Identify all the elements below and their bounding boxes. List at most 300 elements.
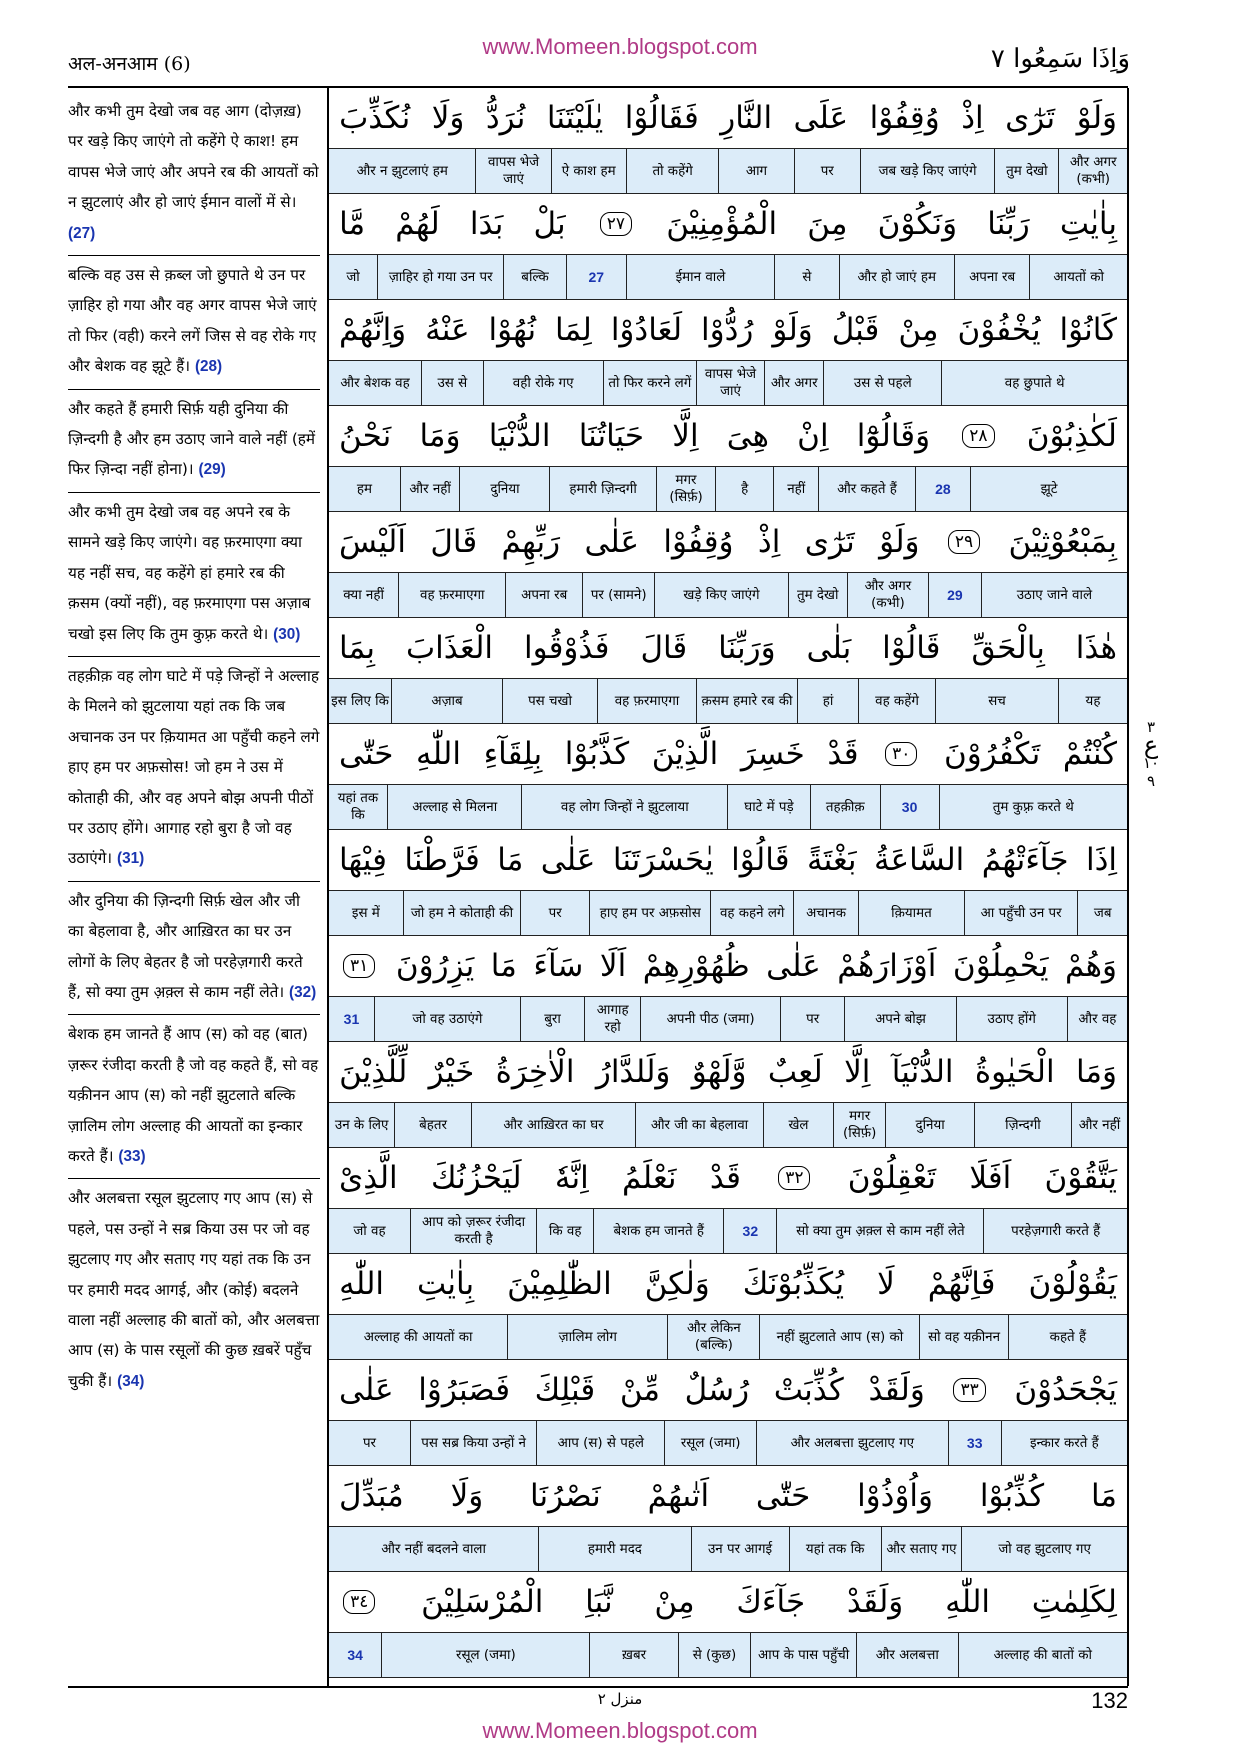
- ayah-marker: ٣١: [343, 954, 375, 978]
- arabic-word: قَالُوْا: [731, 842, 790, 878]
- gloss-cell: वह कहने लगे: [710, 891, 793, 935]
- arabic-word: نَعْلَمُ: [622, 1160, 677, 1196]
- arabic-line: [329, 1572, 1127, 1632]
- gloss-cell: हमारी ज़िन्दगी: [549, 467, 655, 511]
- gloss-cell: कि वह: [536, 1209, 593, 1253]
- arabic-line: [329, 618, 1127, 678]
- gloss-cell: और कहते हैं: [818, 467, 914, 511]
- arabic-word: الْمُرْسَلِيْنَ: [421, 1584, 544, 1620]
- translation-text: और अलबत्ता रसूल झुटलाए गए आप (स) से पहले, पस उन्हों ने सब्र किया उस पर जो वह झुटलाए गए और सताए गए यहां तक कि उन पर हमारी मदद आगई, और (कोई) बदलने वाला नहीं अल्लाह की बातों को, और अलबत्ता आप (स) के पास रसूलों की कुछ ख़बरें पहुँच चुकी हैं।: [68, 1189, 320, 1390]
- gloss-cell: बल्कि: [503, 255, 565, 299]
- arabic-word: وَلٰكِنَّ: [644, 1266, 710, 1302]
- arabic-word: بَغْتَةً: [806, 842, 857, 878]
- gloss-cell: वापस भेजे जाएं: [475, 149, 550, 193]
- ayah-marker: ٣٢: [778, 1166, 810, 1190]
- arabic-word: قَدْ: [827, 736, 859, 772]
- ruku-top: ٣: [1146, 718, 1156, 736]
- translation-text: और कभी तुम देखो जब वह आग (दोज़ख़) पर खड़े किए जाएंगे तो कहेंगे ऐ काश! हम वापस भेजे जाएं और अपने रब की आयतों को न झुटलाएं और हो जाएं ईमान वालों में से।: [68, 102, 319, 212]
- gloss-cell: से: [774, 255, 839, 299]
- gloss-cell: यहां तक कि: [789, 1527, 881, 1571]
- gloss-row: [329, 678, 1127, 724]
- translation-text: बल्कि वह उस से क़ब्ल जो छुपाते थे उन पर ज़ाहिर हो गया और वह अगर वापस भेजे जाएं तो फिर (वही) करने लगें जिस से वह रोके गए और बेशक वह झूटे हैं।: [68, 266, 317, 376]
- arabic-word: فَصَبَرُوْا: [418, 1372, 511, 1408]
- gloss-cell: उन पर आगई: [691, 1527, 789, 1571]
- arabic-word: لِّلَّذِيْنَ: [339, 1054, 408, 1090]
- gloss-cell: तुम कुफ़्र करते थे: [939, 785, 1127, 829]
- gloss-cell: और अलबत्ता: [856, 1633, 958, 1677]
- header-url[interactable]: www.Momeen.blogspot.com: [482, 34, 758, 59]
- arabic-word: اَتٰىهُمْ: [647, 1478, 710, 1514]
- arabic-word: عَلٰى: [584, 524, 640, 560]
- gloss-cell: है: [715, 467, 773, 511]
- gloss-cell: और लेकिन (बल्कि): [667, 1315, 759, 1359]
- gloss-cell: और नहीं: [1071, 1103, 1127, 1147]
- arabic-word: حَتّٰى: [339, 736, 394, 772]
- gloss-cell: तो कहेंगे: [626, 149, 719, 193]
- gloss-cell: घाटे में पड़े: [727, 785, 810, 829]
- verse-number-cell: 27: [566, 255, 626, 299]
- arabic-word: النَّارِ: [720, 100, 773, 136]
- arabic-word: نَحْنُ: [339, 418, 392, 454]
- arabic-word: كَانُوْا: [1059, 312, 1117, 348]
- arabic-word: بَلْ: [533, 206, 566, 242]
- arabic-word: يٰحَسْرَتَنَا: [612, 842, 714, 878]
- gloss-cell: आग: [718, 149, 793, 193]
- arabic-word: كَذَّبُوْا: [564, 736, 630, 772]
- gloss-cell: क्या नहीं: [343, 587, 384, 603]
- verse-number-cell: 32: [723, 1209, 776, 1253]
- arabic-word: قَالَ: [430, 524, 478, 560]
- gloss-cell: उठाए होंगे: [956, 997, 1067, 1041]
- gloss-row: [329, 1314, 1127, 1360]
- gloss-row: [329, 1208, 1127, 1254]
- arabic-word: وَرَبِّنَا: [718, 630, 776, 666]
- arabic-word: لَعَادُوْا: [610, 312, 683, 348]
- gloss-cell: और सताए गए: [881, 1527, 962, 1571]
- arabic-word: اِلَّا: [844, 1054, 871, 1090]
- arabic-word: مُبَدِّلَ: [339, 1478, 404, 1514]
- arabic-word: بِاٰيٰتِ: [1059, 206, 1117, 242]
- arabic-word: بَلٰى: [806, 630, 852, 666]
- word-by-word-table: [327, 88, 1129, 1686]
- arabic-word: نُكَذِّبَ: [339, 100, 411, 136]
- gloss-cell: वही रोके गए: [483, 361, 603, 405]
- gloss-row: [329, 996, 1127, 1042]
- arabic-word: وَلَوْ: [772, 312, 813, 348]
- arabic-word: مِنْ: [898, 312, 939, 348]
- arabic-word: اِلَّا: [672, 418, 699, 454]
- arabic-word: الَّذِيْنَ: [651, 736, 719, 772]
- verse-number: (30): [273, 625, 301, 643]
- gloss-cell: अल्लाह की आयतों का: [363, 1329, 473, 1345]
- gloss-cell: आगाह रहो: [584, 997, 640, 1041]
- gloss-cell: उस से: [421, 361, 482, 405]
- arabic-word: وُقِفُوْا: [663, 524, 734, 560]
- arabic-word: تَكْفُرُوْنَ: [944, 736, 1041, 772]
- arabic-word: الْمُؤْمِنِيْنَ: [666, 206, 778, 242]
- gloss-cell: दुनिया: [459, 467, 549, 511]
- arabic-word: اِنْ: [797, 418, 829, 454]
- gloss-cell: जो हम ने कोताही की: [403, 891, 520, 935]
- ayah-marker: ٢٧: [600, 212, 632, 236]
- arabic-word: الْاٰخِرَةُ: [495, 1054, 575, 1090]
- arabic-word: يُكَذِّبُوْنَكَ: [742, 1266, 845, 1302]
- arabic-word: لِمَا: [555, 312, 592, 348]
- arabic-word: نَصْرُنَا: [530, 1478, 601, 1514]
- verse-number: (34): [117, 1372, 145, 1390]
- verse-number-cell: 34: [347, 1646, 363, 1663]
- gloss-cell: तहक़ीक़: [810, 785, 880, 829]
- arabic-word: فَقَالُوْا: [624, 100, 699, 136]
- arabic-word: مَا: [1090, 1478, 1117, 1514]
- arabic-word: تَرٰٓى: [804, 524, 855, 560]
- arabic-word: نُهُوْا: [488, 312, 537, 348]
- gloss-cell: पर: [794, 149, 860, 193]
- ruku-marker: [1136, 718, 1166, 790]
- gloss-cell: से (कुछ): [678, 1633, 751, 1677]
- verse-number: (33): [118, 1148, 146, 1165]
- arabic-word: وَاِنَّهُمْ: [339, 312, 407, 348]
- translation-text: और कहते हैं हमारी सिर्फ़ यही दुनिया की ज़िन्दगी है और हम उठाए जाने वाले नहीं (हमें फिर ज़िन्दा नहीं होना)।: [68, 399, 316, 479]
- gloss-cell: ज़ालिम लोग: [507, 1315, 667, 1359]
- arabic-word: وَلَا: [431, 100, 465, 136]
- gloss-cell: ज़ाहिर हो गया उन पर: [377, 255, 503, 299]
- arabic-word: رَبِّنَا: [987, 206, 1030, 242]
- arabic-word: وَمَا: [1075, 1054, 1117, 1090]
- arabic-word: تَرٰٓى: [1005, 100, 1056, 136]
- gloss-cell: इस में: [351, 905, 380, 921]
- ruku-bottom: ٩: [1146, 772, 1156, 790]
- gloss-cell: और नहीं: [400, 467, 460, 511]
- arabic-word: يَزِرُوْنَ: [395, 948, 475, 984]
- arabic-word: عَلٰى: [540, 842, 596, 878]
- gloss-row: [329, 890, 1127, 936]
- arabic-word: الظّٰلِمِيْنَ: [507, 1266, 612, 1302]
- ruku-sign: ع: [1143, 731, 1159, 759]
- arabic-word: فَاِنَّهُمْ: [927, 1266, 996, 1302]
- gloss-cell: और आख़िरत का घर: [471, 1103, 635, 1147]
- arabic-word: عَنْهُ: [425, 312, 470, 348]
- arabic-word: اِذْ: [961, 100, 984, 136]
- arabic-word: الدُّنْيَآ: [891, 1054, 954, 1090]
- arabic-word: حَيَاتُنَا: [578, 418, 645, 454]
- gloss-cell: जब खड़े किए जाएंगे: [860, 149, 994, 193]
- translation-paragraph: [68, 882, 320, 1016]
- arabic-word: تَعْقِلُوْنَ: [847, 1160, 937, 1196]
- arabic-line: [329, 406, 1127, 466]
- gloss-cell: इन्कार करते हैं: [1001, 1421, 1127, 1465]
- verse-number-cell: 30: [880, 785, 939, 829]
- arabic-word: وَهُمْ: [1065, 948, 1117, 984]
- gloss-cell: ऐ काश हम: [551, 149, 626, 193]
- translation-paragraph: [68, 657, 320, 882]
- arabic-word: قَالُوْا: [882, 630, 941, 666]
- arabic-word: جَآءَتْهُمُ: [981, 842, 1069, 878]
- arabic-word: وَمَا: [419, 418, 461, 454]
- gloss-cell: नहीं: [773, 467, 818, 511]
- gloss-cell: बुरा: [520, 997, 584, 1041]
- arabic-word: قَالَ: [640, 630, 688, 666]
- translation-paragraph: [68, 1179, 320, 1403]
- translation-text: बेशक हम जानते हैं आप (स) को वह (बात) ज़रूर रंजीदा करती है जो वह कहते हैं, सो वह यक़ीनन आप (स) को नहीं झुटलाते बल्कि ज़ालिम लोग अल्लाह की आयतों का इन्कार करते हैं।: [68, 1025, 319, 1165]
- verse-number: (27): [68, 224, 96, 242]
- arabic-word: وَّلَهْوٌ: [691, 1054, 747, 1090]
- gloss-cell: आप (स) से पहले: [536, 1421, 664, 1465]
- arabic-word: اَلَيْسَ: [339, 524, 406, 560]
- arabic-word: يُخْفُوْنَ: [957, 312, 1041, 348]
- arabic-line: [329, 1042, 1127, 1102]
- arabic-line: [329, 724, 1127, 784]
- gloss-cell: जब: [1077, 891, 1127, 935]
- arabic-word: سَآءَ: [533, 948, 584, 984]
- gloss-cell: झूटे: [970, 467, 1127, 511]
- verse-number: (28): [194, 358, 223, 376]
- arabic-line: [329, 1466, 1127, 1526]
- gloss-cell: वह छुपाते थे: [941, 361, 1127, 405]
- arabic-line: [329, 936, 1127, 996]
- arabic-word: بِمَا: [339, 630, 376, 666]
- gloss-cell: यह: [1058, 679, 1127, 723]
- gloss-cell: और जी का बेहलावा: [635, 1103, 763, 1147]
- arabic-word: قَدْ: [709, 1160, 741, 1196]
- arabic-word: لِكَلِمٰتِ: [1031, 1584, 1117, 1620]
- gloss-row: [329, 1526, 1127, 1572]
- gloss-cell: सच: [935, 679, 1058, 723]
- arabic-word: ظُهُوْرِهِمْ: [642, 948, 750, 984]
- arabic-word: جَآءَكَ: [736, 1584, 806, 1620]
- arabic-word: يَقُوْلُوْنَ: [1028, 1266, 1117, 1302]
- gloss-cell: जो वह: [353, 1223, 386, 1239]
- gloss-cell: वह फ़रमाएगा: [597, 679, 696, 723]
- gloss-cell: वह लोग जिन्हों ने झुटलाया: [521, 785, 727, 829]
- gloss-cell: अल्लाह की बातों को: [958, 1633, 1127, 1677]
- gloss-cell: मगर (सिर्फ़): [656, 467, 716, 511]
- gloss-cell: बेशक हम जानते हैं: [593, 1209, 723, 1253]
- manzil-label: منزل ٢: [597, 1690, 643, 1708]
- ayah-marker: ٣٠: [885, 742, 917, 766]
- arabic-line: [329, 300, 1127, 360]
- translation-text: तहक़ीक़ वह लोग घाटे में पड़े जिन्हों ने अल्लाह के मिलने को झुटलाया यहां तक कि जब अचानक उन पर क़ियामत आ पहुँची कहने लगे हाए हम पर अफ़सोस! जो हम ने उस में कोताही की, और वह अपने बोझ अपनी पीठों पर उठाए होंगे। आगाह रहो बुरा है जो वह उठाएंगे।: [68, 666, 320, 868]
- arabic-word: اَوْزَارَهُمْ: [837, 948, 937, 984]
- arabic-word: حَتّٰى: [755, 1478, 811, 1514]
- arabic-word: وَلَقَدْ: [846, 1584, 904, 1620]
- arabic-word: لَا: [877, 1266, 895, 1302]
- gloss-cell: कहते हैं: [1008, 1315, 1127, 1359]
- translation-text: और कभी तुम देखो जब वह अपने रब के सामने खड़े किए जाएंगे। वह फ़रमाएगा क्या यह नहीं सच, वह कहेंगे हां हमारे रब की क़सम (क्यों नहीं), वह फ़रमाएगा पस अज़ाब चखो इस लिए कि तुम कुफ़्र करते थे।: [68, 502, 311, 643]
- verse-number-cell: 31: [343, 1010, 360, 1027]
- gloss-cell: और न झुटलाएं हम: [356, 163, 448, 179]
- gloss-cell: पर (सामने): [582, 573, 654, 617]
- gloss-cell: ख़बर: [589, 1633, 677, 1677]
- arabic-word: وَنَكُوْنَ: [877, 206, 958, 242]
- gloss-cell: अपनी पीठ (जमा): [640, 997, 780, 1041]
- arabic-word: مَا: [490, 948, 517, 984]
- translation-paragraph: [68, 493, 320, 657]
- gloss-cell: अज़ाब: [391, 679, 502, 723]
- arabic-word: هِىَ: [726, 418, 769, 454]
- arabic-word: نَّبَاِ: [585, 1584, 613, 1620]
- gloss-cell: नहीं झुटलाते आप (स) को: [759, 1315, 919, 1359]
- arabic-word: لَعِبٌ: [767, 1054, 823, 1090]
- arabic-word: يٰلَيْتَنَا: [546, 100, 604, 136]
- gloss-cell: वह फ़रमाएगा: [398, 573, 505, 617]
- gloss-cell: हम: [356, 481, 372, 497]
- translation-paragraph: [68, 256, 320, 390]
- verse-number-cell: 29: [928, 573, 981, 617]
- arabic-line: [329, 1148, 1127, 1208]
- arabic-word: عَلَى: [793, 100, 849, 136]
- verse-number: (29): [198, 461, 226, 479]
- arabic-word: وَاُوْذُوْا: [857, 1478, 934, 1514]
- arabic-word: اِنَّهٗ: [554, 1160, 589, 1196]
- arabic-line: [329, 88, 1127, 148]
- translation-text: और दुनिया की ज़िन्दगी सिर्फ़ खेल और जी का बेहलावा है, और आख़िरत का घर उन लोगों के लिए बेहतर है जो परहेज़गारी करते हैं, सो क्या तुम अ़क़्ल से काम नहीं लेते।: [68, 891, 303, 1001]
- gloss-row: [329, 572, 1127, 618]
- gloss-cell: तुम देखो: [994, 149, 1058, 193]
- gloss-cell: उन के लिए: [334, 1117, 389, 1133]
- arabic-word: بَدَا: [469, 206, 504, 242]
- gloss-cell: आ पहुँची उन पर: [964, 891, 1078, 935]
- gloss-cell: सो क्या तुम अ़क़्ल से काम नहीं लेते: [776, 1209, 983, 1253]
- gloss-cell: आप को ज़रूर रंजीदा करती है: [410, 1209, 536, 1253]
- gloss-row: [329, 1632, 1127, 1678]
- arabic-word: فِيْهَا: [339, 842, 387, 878]
- arabic-word: كُذِّبَتْ: [773, 1372, 844, 1408]
- gloss-row: [329, 1102, 1127, 1148]
- arabic-word: الَّذِىْ: [339, 1160, 398, 1196]
- gloss-row: [329, 254, 1127, 300]
- gloss-cell: ईमान वाले: [626, 255, 774, 299]
- gloss-cell: आप के पास पहुँची: [750, 1633, 856, 1677]
- arabic-word: اللّٰهِ: [339, 1266, 385, 1302]
- gloss-cell: दुनिया: [885, 1103, 974, 1147]
- page-number: 132: [1091, 1688, 1128, 1713]
- gloss-cell: मगर (सिर्फ़): [833, 1103, 885, 1147]
- arabic-word: وَلَوْ: [879, 524, 920, 560]
- gloss-row: [329, 1420, 1127, 1466]
- arabic-word: رُدُّوْا: [701, 312, 754, 348]
- arabic-word: اِذَا: [1085, 842, 1117, 878]
- arabic-word: خَسِرَ: [740, 736, 805, 772]
- gloss-cell: खड़े किए जाएंगे: [654, 573, 787, 617]
- gloss-cell: क़सम हमारे रब की: [696, 679, 797, 723]
- gloss-cell: और अगर (कभी): [1058, 149, 1127, 193]
- gloss-cell: उठाए जाने वाले: [981, 573, 1127, 617]
- gloss-cell: बेहतर: [394, 1103, 471, 1147]
- arabic-word: كُذِّبُوْا: [979, 1478, 1045, 1514]
- surah-title: अल-अनआम (6): [68, 53, 191, 75]
- arabic-word: مِنْ: [654, 1584, 695, 1620]
- arabic-word: يَحْمِلُوْنَ: [952, 948, 1049, 984]
- gloss-cell: अल्लाह से मिलना: [387, 785, 521, 829]
- arabic-word: مَا: [497, 842, 524, 878]
- gloss-cell: और अलबत्ता झुटलाए गए: [756, 1421, 948, 1465]
- arabic-word: بِاٰيٰتِ: [416, 1266, 475, 1302]
- gloss-cell: परहेज़गारी करते हैं: [983, 1209, 1127, 1253]
- arabic-word: عَلٰى: [339, 1372, 394, 1408]
- arabic-word: اللّٰهِ: [416, 736, 461, 772]
- translation-paragraph: [68, 1015, 320, 1179]
- arabic-word: وَقَالُوْٓا: [856, 418, 931, 454]
- arabic-word: وَلَقَدْ: [868, 1372, 925, 1408]
- ayah-marker: ٣٤: [343, 1590, 375, 1614]
- arabic-word: رُسُلٌ: [684, 1372, 750, 1408]
- gloss-cell: अपने बोझ: [844, 997, 955, 1041]
- gloss-cell: वापस भेजे जाएं: [696, 361, 764, 405]
- gloss-row: [329, 466, 1127, 512]
- gloss-cell: अचानक: [793, 891, 858, 935]
- gloss-cell: तो फिर करने लगें: [603, 361, 696, 405]
- verse-number-cell: 33: [948, 1421, 1001, 1465]
- gloss-row: [329, 784, 1127, 830]
- gloss-cell: और बेशक वह: [340, 375, 410, 391]
- ayah-marker: ٢٨: [962, 424, 994, 448]
- gloss-cell: हमारी मदद: [538, 1527, 690, 1571]
- gloss-cell: पस सब्र किया उन्हों ने: [410, 1421, 536, 1465]
- gloss-cell: अपना रब: [505, 573, 582, 617]
- gloss-cell: और अगर (कभी): [847, 573, 928, 617]
- arabic-word: السَّاعَةُ: [874, 842, 965, 878]
- gloss-cell: आयतों को: [1029, 255, 1127, 299]
- arabic-line: [329, 194, 1127, 254]
- arabic-word: كُنْتُمْ: [1062, 736, 1117, 772]
- gloss-cell: खेल: [763, 1103, 833, 1147]
- gloss-cell: जो वह झुटलाए गए: [961, 1527, 1127, 1571]
- translation-paragraph: [68, 390, 320, 493]
- gloss-row: [329, 148, 1127, 194]
- ayah-marker: ٢٩: [948, 530, 980, 554]
- verse-number: (31): [116, 850, 145, 868]
- arabic-word: خَيْرٌ: [428, 1054, 475, 1090]
- gloss-cell: और हो जाएं हम: [839, 255, 954, 299]
- arabic-word: قَبْلُ: [831, 312, 880, 348]
- footer-url[interactable]: www.Momeen.blogspot.com: [482, 1718, 758, 1743]
- bottom-rule: [68, 1686, 1128, 1688]
- arabic-word: مِّنْ: [619, 1372, 661, 1408]
- verse-number: (32): [289, 983, 317, 1001]
- arabic-line: [329, 830, 1127, 890]
- arabic-word: وَلَلدَّارُ: [595, 1054, 671, 1090]
- arabic-word: نُرَدُّ: [485, 100, 526, 136]
- para-title: وَاِذَا سَمِعُوا ۷: [990, 44, 1130, 74]
- arabic-word: وَلَا: [450, 1478, 484, 1514]
- verse-number-cell: 28: [915, 467, 971, 511]
- arabic-word: اَفَلَا: [969, 1160, 1012, 1196]
- arabic-word: فَرَّطْنَا: [404, 842, 480, 878]
- arabic-word: مِنَ: [807, 206, 848, 242]
- arabic-word: قَبْلِكَ: [534, 1372, 596, 1408]
- gloss-cell: इस लिए कि: [331, 693, 389, 709]
- arabic-word: مَّا: [339, 206, 366, 242]
- arabic-word: عَلٰى: [766, 948, 821, 984]
- gloss-cell: क़ियामत: [858, 891, 964, 935]
- gloss-cell: पर: [520, 891, 589, 935]
- arabic-word: فَذُوْقُوا: [523, 630, 610, 666]
- gloss-cell: हाए हम पर अफ़सोस: [589, 891, 710, 935]
- gloss-cell: हां: [797, 679, 858, 723]
- arabic-word: لَهُمْ: [395, 206, 440, 242]
- gloss-cell: तुम देखो: [788, 573, 847, 617]
- gloss-cell: रसूल (जमा): [664, 1421, 756, 1465]
- arabic-word: لَيَحْزُنُكَ: [430, 1160, 522, 1196]
- gloss-cell: और अगर: [764, 361, 823, 405]
- gloss-cell: और नहीं बदलने वाला: [381, 1541, 486, 1557]
- gloss-cell: ज़िन्दगी: [974, 1103, 1071, 1147]
- arabic-line: [329, 1360, 1127, 1420]
- arabic-word: بِمَبْعُوْثِيْنَ: [1008, 524, 1117, 560]
- translation-column: [68, 92, 320, 1684]
- gloss-row: [329, 360, 1127, 406]
